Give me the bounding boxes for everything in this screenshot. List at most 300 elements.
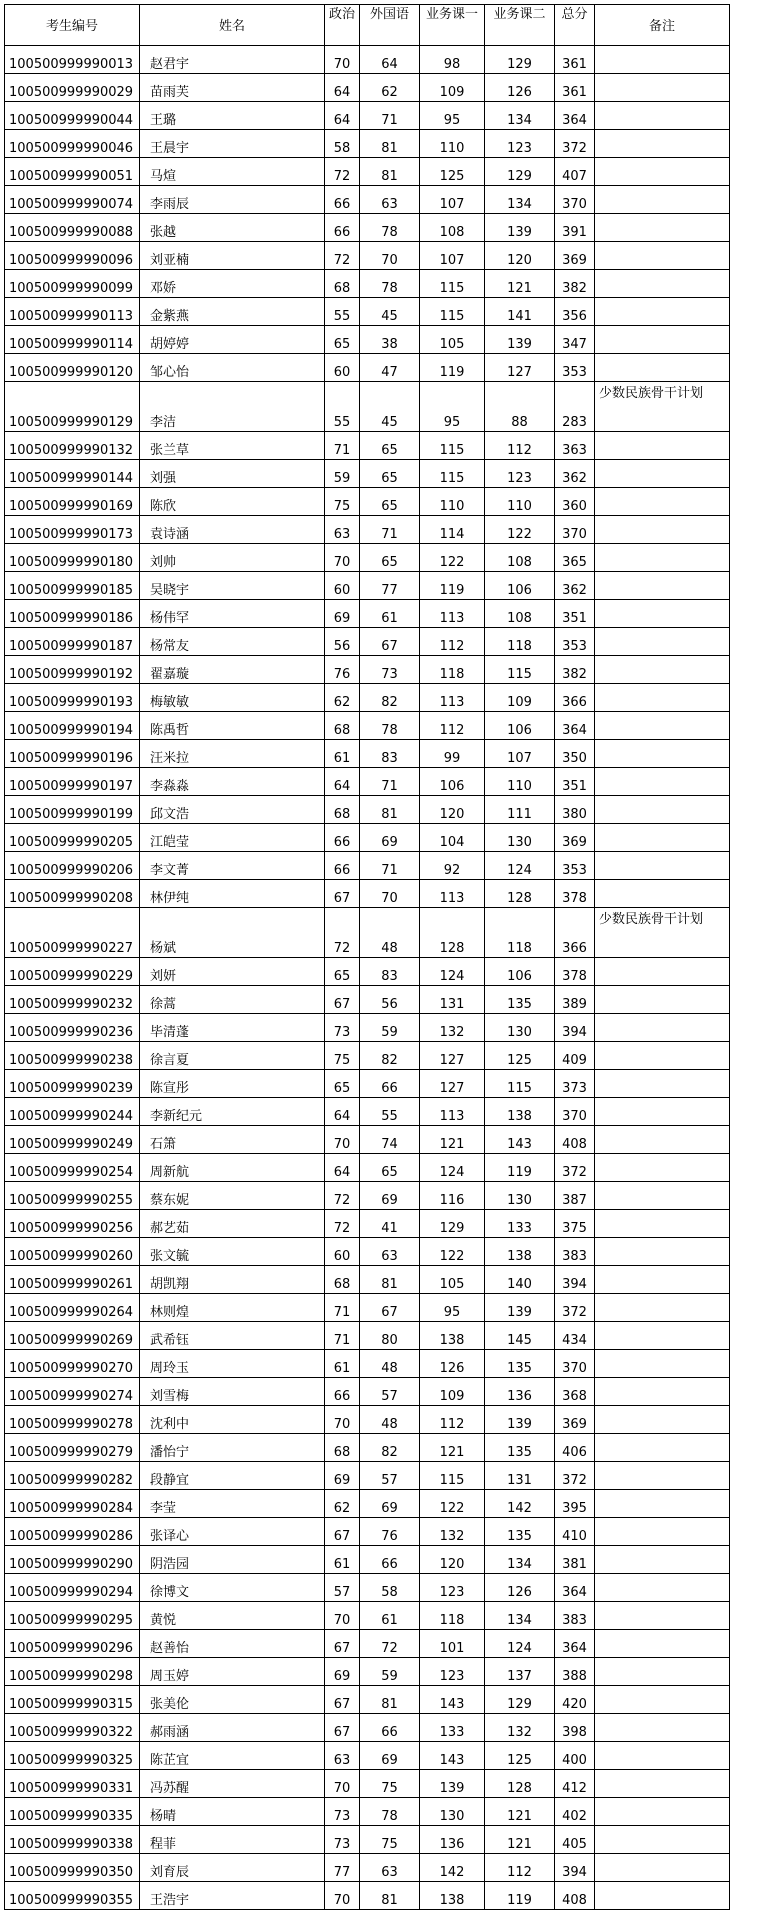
cell-total: 412 xyxy=(555,1770,595,1798)
cell-politics: 73 xyxy=(325,1014,360,1042)
cell-course-two: 119 xyxy=(485,1882,555,1910)
cell-candidate-id: 100500999990185 xyxy=(5,572,140,600)
table-row xyxy=(5,270,730,298)
table-row xyxy=(5,516,730,544)
cell-candidate-id: 100500999990282 xyxy=(5,1462,140,1490)
cell-foreign-language: 65 xyxy=(360,488,420,516)
cell-total: 366 xyxy=(555,908,595,958)
cell-candidate-id: 100500999990255 xyxy=(5,1182,140,1210)
cell-politics: 71 xyxy=(325,432,360,460)
cell-course-two: 126 xyxy=(485,1574,555,1602)
cell-note xyxy=(595,656,730,684)
cell-foreign-language: 65 xyxy=(360,460,420,488)
cell-name: 周新航 xyxy=(140,1154,325,1182)
cell-foreign-language: 65 xyxy=(360,544,420,572)
cell-candidate-id: 100500999990193 xyxy=(5,684,140,712)
cell-course-one: 143 xyxy=(420,1686,485,1714)
cell-note xyxy=(595,1070,730,1098)
cell-note xyxy=(595,1686,730,1714)
cell-course-two: 106 xyxy=(485,572,555,600)
cell-name: 张文毓 xyxy=(140,1238,325,1266)
cell-course-one: 119 xyxy=(420,572,485,600)
cell-foreign-language: 62 xyxy=(360,74,420,102)
cell-candidate-id: 100500999990279 xyxy=(5,1434,140,1462)
cell-course-two: 138 xyxy=(485,1098,555,1126)
cell-name: 邱文浩 xyxy=(140,796,325,824)
cell-politics: 69 xyxy=(325,1658,360,1686)
cell-candidate-id: 100500999990144 xyxy=(5,460,140,488)
cell-foreign-language: 81 xyxy=(360,1882,420,1910)
cell-course-two: 135 xyxy=(485,1518,555,1546)
table-row xyxy=(5,1238,730,1266)
cell-note xyxy=(595,1210,730,1238)
cell-note xyxy=(595,432,730,460)
cell-name: 徐蒿 xyxy=(140,986,325,1014)
cell-total: 368 xyxy=(555,1378,595,1406)
cell-course-one: 128 xyxy=(420,908,485,958)
cell-foreign-language: 57 xyxy=(360,1378,420,1406)
cell-course-one: 115 xyxy=(420,1462,485,1490)
cell-total: 372 xyxy=(555,1154,595,1182)
cell-politics: 66 xyxy=(325,186,360,214)
cell-politics: 68 xyxy=(325,1434,360,1462)
cell-course-one: 136 xyxy=(420,1826,485,1854)
cell-foreign-language: 55 xyxy=(360,1098,420,1126)
cell-course-two: 140 xyxy=(485,1266,555,1294)
cell-name: 翟嘉璇 xyxy=(140,656,325,684)
cell-politics: 70 xyxy=(325,1602,360,1630)
cell-foreign-language: 82 xyxy=(360,684,420,712)
cell-note xyxy=(595,796,730,824)
cell-course-one: 106 xyxy=(420,768,485,796)
table-row xyxy=(5,740,730,768)
cell-politics: 71 xyxy=(325,1322,360,1350)
cell-course-two: 107 xyxy=(485,740,555,768)
cell-course-one: 124 xyxy=(420,958,485,986)
cell-course-one: 109 xyxy=(420,74,485,102)
cell-politics: 65 xyxy=(325,1070,360,1098)
cell-candidate-id: 100500999990239 xyxy=(5,1070,140,1098)
cell-foreign-language: 71 xyxy=(360,768,420,796)
cell-note xyxy=(595,1294,730,1322)
cell-name: 王璐 xyxy=(140,102,325,130)
cell-total: 420 xyxy=(555,1686,595,1714)
cell-politics: 77 xyxy=(325,1854,360,1882)
cell-course-two: 110 xyxy=(485,768,555,796)
cell-candidate-id: 100500999990249 xyxy=(5,1126,140,1154)
cell-total: 362 xyxy=(555,572,595,600)
cell-candidate-id: 100500999990325 xyxy=(5,1742,140,1770)
cell-course-one: 129 xyxy=(420,1210,485,1238)
cell-name: 林伊纯 xyxy=(140,880,325,908)
cell-note xyxy=(595,1714,730,1742)
cell-foreign-language: 81 xyxy=(360,1266,420,1294)
cell-note xyxy=(595,958,730,986)
cell-candidate-id: 100500999990044 xyxy=(5,102,140,130)
cell-course-two: 133 xyxy=(485,1210,555,1238)
cell-politics: 67 xyxy=(325,986,360,1014)
cell-course-one: 121 xyxy=(420,1434,485,1462)
cell-name: 杨常友 xyxy=(140,628,325,656)
cell-total: 364 xyxy=(555,712,595,740)
cell-name: 黄悦 xyxy=(140,1602,325,1630)
table-row xyxy=(5,1098,730,1126)
table-row xyxy=(5,1826,730,1854)
cell-foreign-language: 70 xyxy=(360,242,420,270)
cell-total: 398 xyxy=(555,1714,595,1742)
cell-name: 刘帅 xyxy=(140,544,325,572)
cell-name: 胡凯翔 xyxy=(140,1266,325,1294)
cell-candidate-id: 100500999990278 xyxy=(5,1406,140,1434)
cell-foreign-language: 71 xyxy=(360,516,420,544)
cell-course-one: 133 xyxy=(420,1714,485,1742)
cell-name: 邹心怡 xyxy=(140,354,325,382)
cell-note xyxy=(595,1238,730,1266)
cell-name: 杨晴 xyxy=(140,1798,325,1826)
cell-candidate-id: 100500999990254 xyxy=(5,1154,140,1182)
cell-name: 冯苏醒 xyxy=(140,1770,325,1798)
cell-total: 405 xyxy=(555,1826,595,1854)
cell-foreign-language: 81 xyxy=(360,158,420,186)
cell-candidate-id: 100500999990208 xyxy=(5,880,140,908)
cell-candidate-id: 100500999990099 xyxy=(5,270,140,298)
cell-foreign-language: 61 xyxy=(360,600,420,628)
cell-note xyxy=(595,1182,730,1210)
cell-foreign-language: 78 xyxy=(360,712,420,740)
table-row xyxy=(5,1322,730,1350)
cell-total: 408 xyxy=(555,1126,595,1154)
cell-politics: 68 xyxy=(325,712,360,740)
cell-course-one: 123 xyxy=(420,1574,485,1602)
cell-name: 张兰草 xyxy=(140,432,325,460)
cell-name: 周玉婷 xyxy=(140,1658,325,1686)
cell-course-one: 142 xyxy=(420,1854,485,1882)
cell-note xyxy=(595,1462,730,1490)
table-row xyxy=(5,242,730,270)
cell-course-two: 134 xyxy=(485,102,555,130)
cell-candidate-id: 100500999990205 xyxy=(5,824,140,852)
cell-politics: 56 xyxy=(325,628,360,656)
cell-course-one: 113 xyxy=(420,600,485,628)
table-row xyxy=(5,1462,730,1490)
cell-course-two: 121 xyxy=(485,1826,555,1854)
table-row xyxy=(5,1882,730,1910)
cell-candidate-id: 100500999990261 xyxy=(5,1266,140,1294)
table-row xyxy=(5,1686,730,1714)
cell-politics: 66 xyxy=(325,852,360,880)
table-row xyxy=(5,958,730,986)
cell-total: 362 xyxy=(555,460,595,488)
header-course-one: 业务课一 xyxy=(420,5,485,46)
cell-note xyxy=(595,1014,730,1042)
cell-course-one: 127 xyxy=(420,1070,485,1098)
cell-total: 369 xyxy=(555,824,595,852)
cell-politics: 70 xyxy=(325,1882,360,1910)
cell-course-two: 106 xyxy=(485,958,555,986)
cell-total: 407 xyxy=(555,158,595,186)
cell-politics: 67 xyxy=(325,1518,360,1546)
cell-total: 434 xyxy=(555,1322,595,1350)
cell-foreign-language: 58 xyxy=(360,1574,420,1602)
cell-note xyxy=(595,572,730,600)
cell-total: 360 xyxy=(555,488,595,516)
cell-name: 陈芷宜 xyxy=(140,1742,325,1770)
cell-course-two: 108 xyxy=(485,600,555,628)
cell-foreign-language: 48 xyxy=(360,908,420,958)
cell-course-one: 95 xyxy=(420,102,485,130)
cell-candidate-id: 100500999990244 xyxy=(5,1098,140,1126)
cell-foreign-language: 69 xyxy=(360,824,420,852)
cell-course-two: 135 xyxy=(485,986,555,1014)
cell-note xyxy=(595,1854,730,1882)
cell-name: 汪米拉 xyxy=(140,740,325,768)
cell-total: 410 xyxy=(555,1518,595,1546)
cell-total: 351 xyxy=(555,768,595,796)
cell-course-two: 134 xyxy=(485,186,555,214)
cell-name: 李新纪元 xyxy=(140,1098,325,1126)
cell-note xyxy=(595,298,730,326)
cell-course-two: 123 xyxy=(485,460,555,488)
table-row xyxy=(5,1350,730,1378)
cell-foreign-language: 48 xyxy=(360,1350,420,1378)
cell-name: 梅敏敏 xyxy=(140,684,325,712)
cell-course-one: 114 xyxy=(420,516,485,544)
cell-note xyxy=(595,628,730,656)
cell-note xyxy=(595,880,730,908)
cell-candidate-id: 100500999990206 xyxy=(5,852,140,880)
cell-candidate-id: 100500999990197 xyxy=(5,768,140,796)
table-row xyxy=(5,1742,730,1770)
cell-note xyxy=(595,1490,730,1518)
cell-foreign-language: 65 xyxy=(360,432,420,460)
cell-course-two: 115 xyxy=(485,656,555,684)
table-row xyxy=(5,986,730,1014)
cell-foreign-language: 78 xyxy=(360,270,420,298)
table-row xyxy=(5,326,730,354)
cell-course-two: 112 xyxy=(485,1854,555,1882)
cell-note xyxy=(595,1574,730,1602)
cell-course-two: 139 xyxy=(485,1294,555,1322)
cell-politics: 75 xyxy=(325,1042,360,1070)
cell-note xyxy=(595,1434,730,1462)
cell-name: 林则煌 xyxy=(140,1294,325,1322)
cell-course-two: 88 xyxy=(485,382,555,432)
cell-course-one: 105 xyxy=(420,326,485,354)
cell-foreign-language: 76 xyxy=(360,1518,420,1546)
cell-politics: 62 xyxy=(325,1490,360,1518)
cell-name: 张美伦 xyxy=(140,1686,325,1714)
cell-total: 381 xyxy=(555,1546,595,1574)
cell-politics: 55 xyxy=(325,298,360,326)
cell-note xyxy=(595,130,730,158)
cell-course-one: 124 xyxy=(420,1154,485,1182)
cell-candidate-id: 100500999990113 xyxy=(5,298,140,326)
table-row xyxy=(5,908,730,958)
cell-politics: 73 xyxy=(325,1798,360,1826)
cell-name: 潘怡宁 xyxy=(140,1434,325,1462)
table-row xyxy=(5,1602,730,1630)
cell-course-two: 121 xyxy=(485,1798,555,1826)
cell-politics: 70 xyxy=(325,1770,360,1798)
cell-name: 段静宜 xyxy=(140,1462,325,1490)
cell-note xyxy=(595,1770,730,1798)
cell-course-one: 115 xyxy=(420,460,485,488)
cell-name: 李文菁 xyxy=(140,852,325,880)
cell-course-two: 119 xyxy=(485,1154,555,1182)
cell-course-one: 119 xyxy=(420,354,485,382)
cell-course-one: 113 xyxy=(420,684,485,712)
cell-course-one: 99 xyxy=(420,740,485,768)
cell-candidate-id: 100500999990236 xyxy=(5,1014,140,1042)
cell-candidate-id: 100500999990232 xyxy=(5,986,140,1014)
cell-note xyxy=(595,1602,730,1630)
cell-candidate-id: 100500999990269 xyxy=(5,1322,140,1350)
cell-foreign-language: 69 xyxy=(360,1490,420,1518)
cell-note xyxy=(595,544,730,572)
cell-total: 391 xyxy=(555,214,595,242)
cell-course-one: 132 xyxy=(420,1518,485,1546)
cell-name: 刘强 xyxy=(140,460,325,488)
cell-course-one: 122 xyxy=(420,1238,485,1266)
cell-foreign-language: 81 xyxy=(360,796,420,824)
cell-candidate-id: 100500999990274 xyxy=(5,1378,140,1406)
cell-total: 370 xyxy=(555,516,595,544)
cell-foreign-language: 80 xyxy=(360,1322,420,1350)
cell-course-two: 123 xyxy=(485,130,555,158)
cell-candidate-id: 100500999990114 xyxy=(5,326,140,354)
cell-course-one: 95 xyxy=(420,1294,485,1322)
cell-foreign-language: 57 xyxy=(360,1462,420,1490)
cell-note xyxy=(595,1882,730,1910)
cell-candidate-id: 100500999990350 xyxy=(5,1854,140,1882)
cell-politics: 58 xyxy=(325,130,360,158)
cell-name: 阴浩园 xyxy=(140,1546,325,1574)
cell-candidate-id: 100500999990187 xyxy=(5,628,140,656)
cell-course-one: 112 xyxy=(420,712,485,740)
table-row xyxy=(5,1518,730,1546)
cell-course-two: 129 xyxy=(485,1686,555,1714)
cell-politics: 70 xyxy=(325,1126,360,1154)
cell-foreign-language: 82 xyxy=(360,1434,420,1462)
cell-candidate-id: 100500999990260 xyxy=(5,1238,140,1266)
cell-candidate-id: 100500999990186 xyxy=(5,600,140,628)
cell-course-two: 135 xyxy=(485,1434,555,1462)
cell-name: 武希钰 xyxy=(140,1322,325,1350)
cell-foreign-language: 59 xyxy=(360,1658,420,1686)
cell-course-one: 115 xyxy=(420,270,485,298)
cell-total: 372 xyxy=(555,130,595,158)
cell-foreign-language: 72 xyxy=(360,1630,420,1658)
cell-total: 283 xyxy=(555,382,595,432)
table-row xyxy=(5,1126,730,1154)
cell-foreign-language: 69 xyxy=(360,1742,420,1770)
cell-foreign-language: 83 xyxy=(360,958,420,986)
cell-name: 刘雪梅 xyxy=(140,1378,325,1406)
cell-politics: 64 xyxy=(325,768,360,796)
cell-note xyxy=(595,1322,730,1350)
table-row xyxy=(5,1658,730,1686)
cell-name: 陈宣彤 xyxy=(140,1070,325,1098)
cell-politics: 60 xyxy=(325,354,360,382)
table-row xyxy=(5,46,730,74)
cell-note xyxy=(595,600,730,628)
cell-politics: 72 xyxy=(325,908,360,958)
cell-course-one: 109 xyxy=(420,1378,485,1406)
cell-note xyxy=(595,1126,730,1154)
cell-candidate-id: 100500999990286 xyxy=(5,1518,140,1546)
cell-foreign-language: 61 xyxy=(360,1602,420,1630)
cell-total: 361 xyxy=(555,74,595,102)
cell-politics: 72 xyxy=(325,242,360,270)
cell-politics: 65 xyxy=(325,326,360,354)
cell-politics: 73 xyxy=(325,1826,360,1854)
cell-politics: 67 xyxy=(325,880,360,908)
cell-note xyxy=(595,46,730,74)
cell-politics: 60 xyxy=(325,1238,360,1266)
cell-course-two: 126 xyxy=(485,74,555,102)
cell-politics: 64 xyxy=(325,74,360,102)
cell-foreign-language: 63 xyxy=(360,186,420,214)
cell-politics: 71 xyxy=(325,1294,360,1322)
cell-course-two: 139 xyxy=(485,214,555,242)
cell-total: 353 xyxy=(555,628,595,656)
cell-note xyxy=(595,852,730,880)
cell-note xyxy=(595,1518,730,1546)
cell-name: 李淼淼 xyxy=(140,768,325,796)
cell-total: 369 xyxy=(555,242,595,270)
cell-total: 364 xyxy=(555,1630,595,1658)
table-row xyxy=(5,432,730,460)
cell-politics: 65 xyxy=(325,958,360,986)
cell-politics: 63 xyxy=(325,1742,360,1770)
table-row xyxy=(5,544,730,572)
cell-foreign-language: 81 xyxy=(360,130,420,158)
cell-name: 江皑莹 xyxy=(140,824,325,852)
cell-course-one: 118 xyxy=(420,656,485,684)
table-row xyxy=(5,1546,730,1574)
cell-politics: 61 xyxy=(325,740,360,768)
header-name: 姓名 xyxy=(140,5,325,46)
cell-course-two: 136 xyxy=(485,1378,555,1406)
table-row xyxy=(5,214,730,242)
cell-candidate-id: 100500999990315 xyxy=(5,1686,140,1714)
cell-total: 373 xyxy=(555,1070,595,1098)
table-row xyxy=(5,102,730,130)
cell-course-two: 139 xyxy=(485,1406,555,1434)
cell-foreign-language: 77 xyxy=(360,572,420,600)
cell-politics: 61 xyxy=(325,1546,360,1574)
table-row xyxy=(5,1434,730,1462)
cell-course-one: 139 xyxy=(420,1770,485,1798)
cell-note xyxy=(595,768,730,796)
cell-course-two: 128 xyxy=(485,880,555,908)
cell-name: 刘妍 xyxy=(140,958,325,986)
cell-total: 383 xyxy=(555,1238,595,1266)
cell-name: 刘育辰 xyxy=(140,1854,325,1882)
cell-course-two: 124 xyxy=(485,1630,555,1658)
cell-course-two: 132 xyxy=(485,1714,555,1742)
cell-course-one: 122 xyxy=(420,544,485,572)
cell-total: 369 xyxy=(555,1406,595,1434)
cell-course-one: 131 xyxy=(420,986,485,1014)
table-row xyxy=(5,712,730,740)
header-total: 总分 xyxy=(555,5,595,46)
cell-total: 366 xyxy=(555,684,595,712)
cell-total: 372 xyxy=(555,1462,595,1490)
cell-candidate-id: 100500999990264 xyxy=(5,1294,140,1322)
cell-course-one: 116 xyxy=(420,1182,485,1210)
cell-candidate-id: 100500999990229 xyxy=(5,958,140,986)
